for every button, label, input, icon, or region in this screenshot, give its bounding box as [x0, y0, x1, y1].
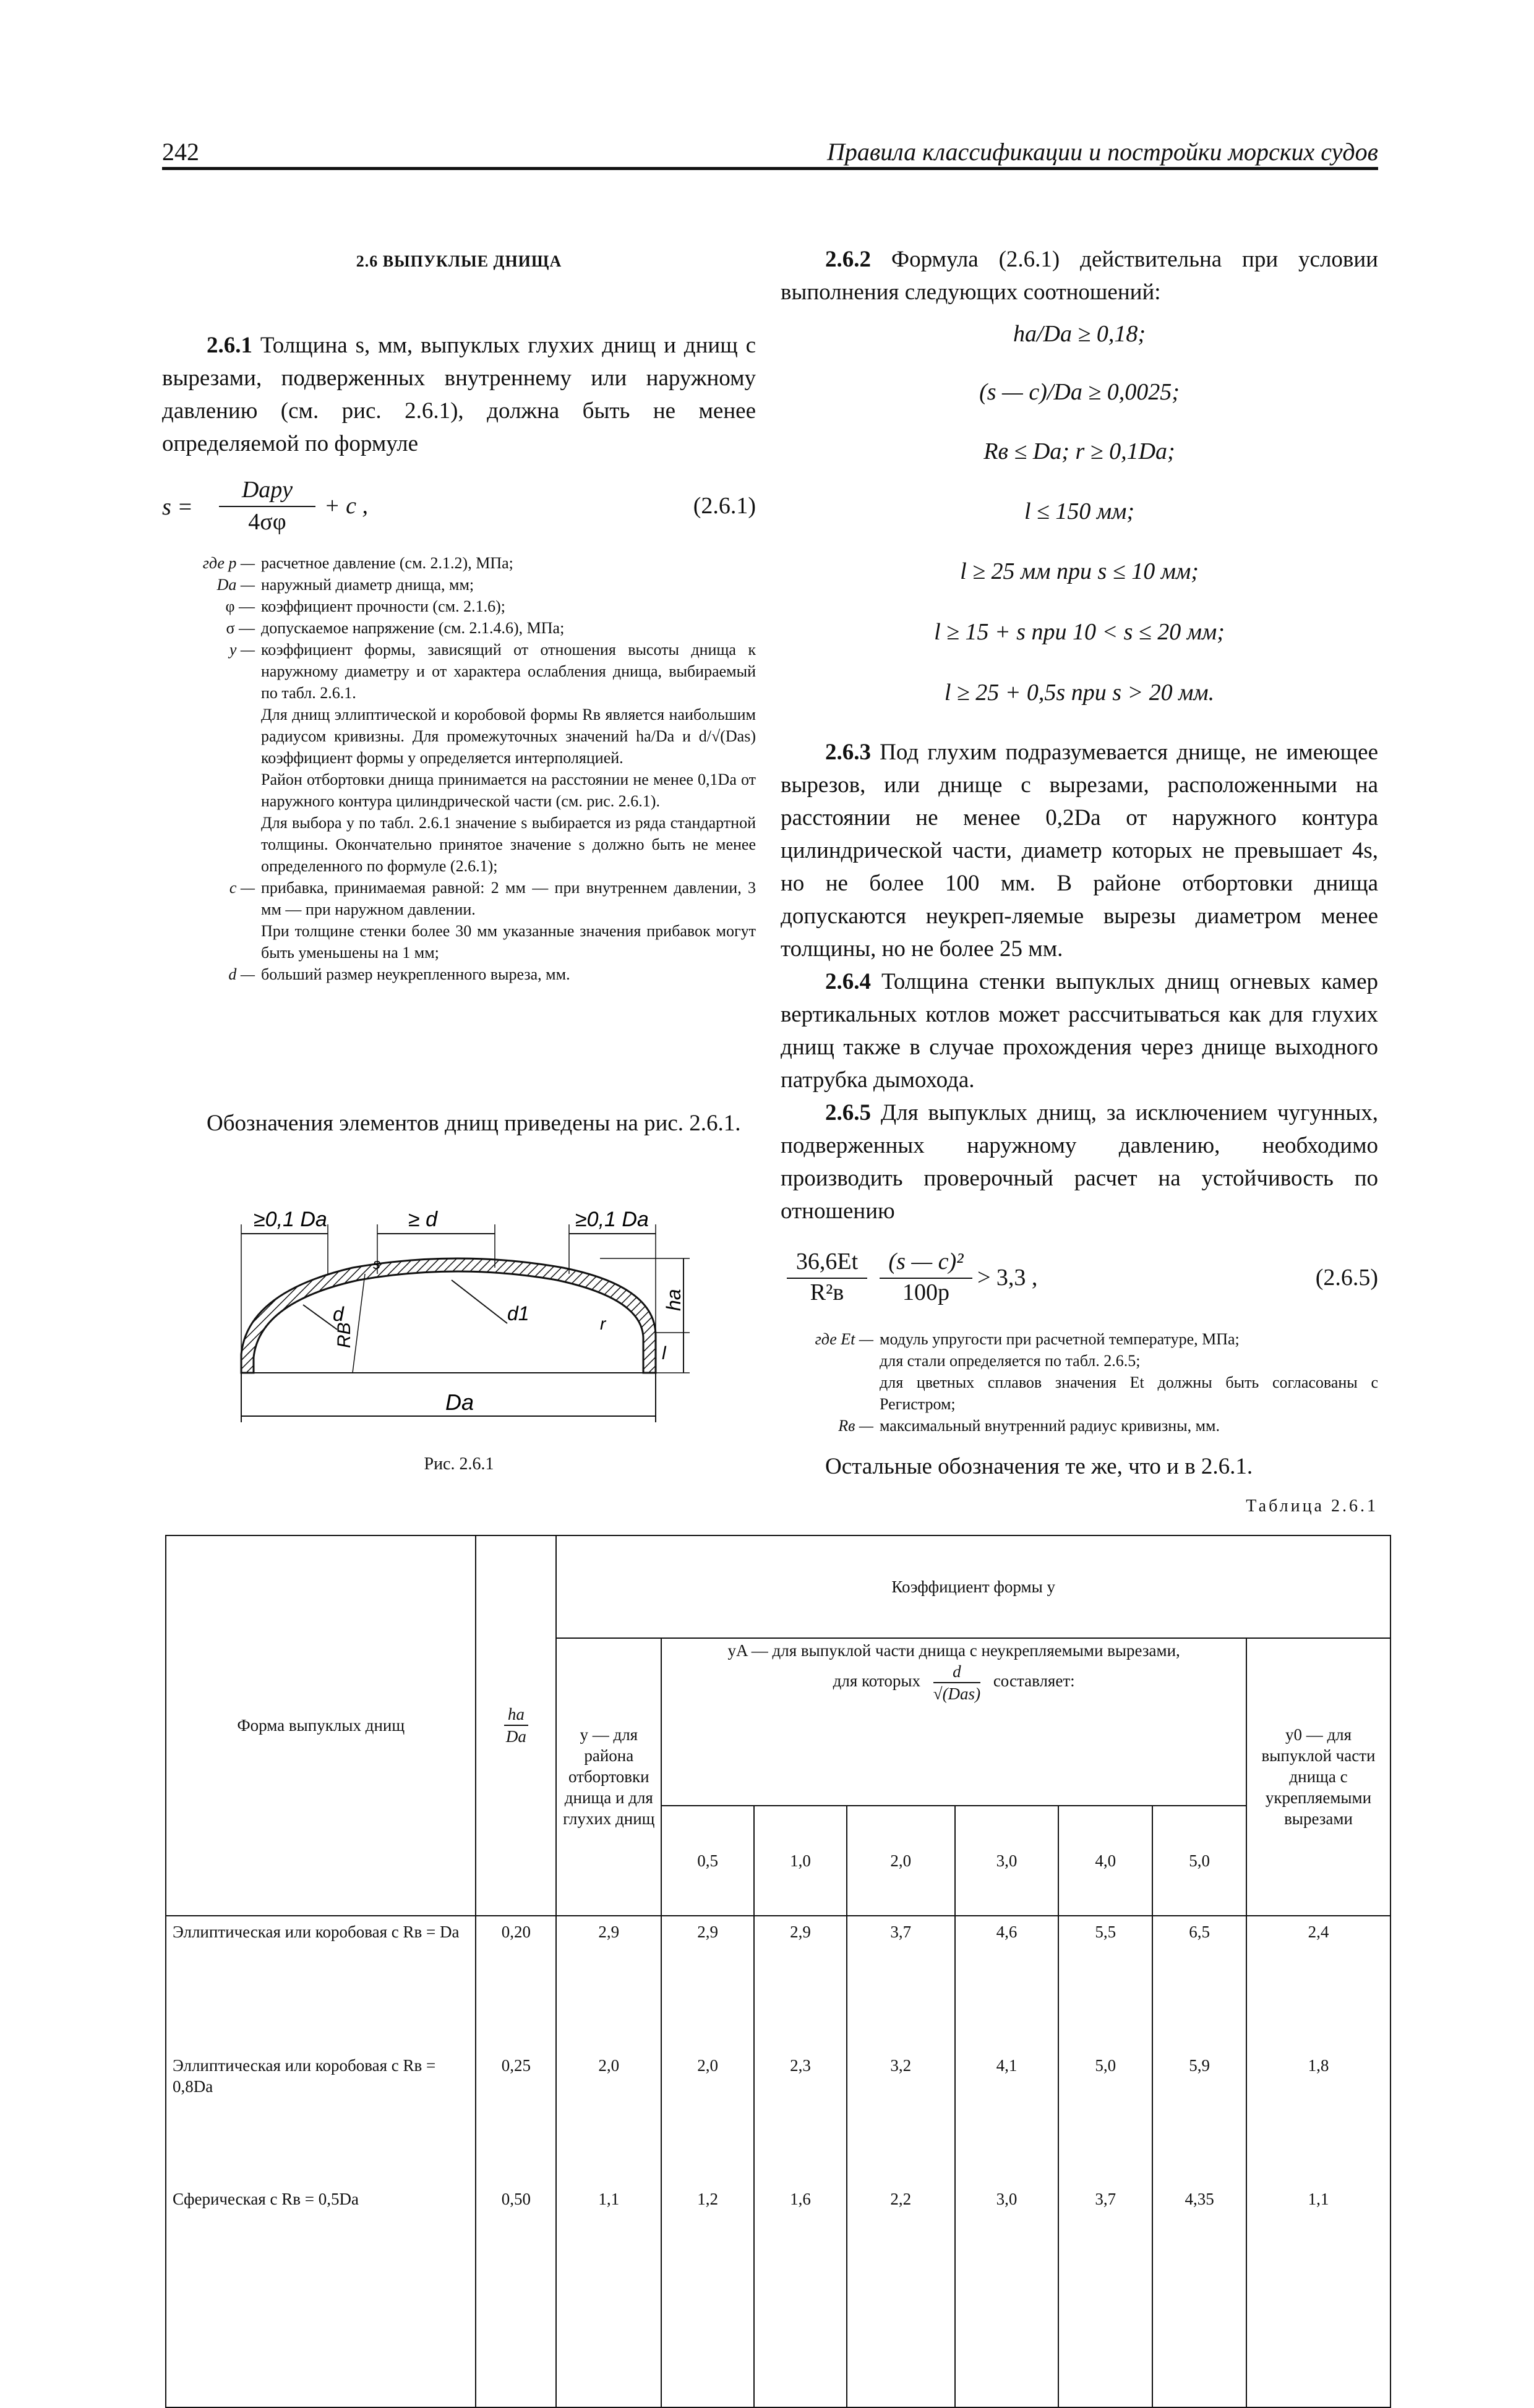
subcol: 0,5 — [661, 1806, 754, 1915]
condition-7: l ≥ 25 + 0,5s при s > 20 мм. — [944, 680, 1215, 706]
label-rb: RВ — [334, 1322, 354, 1348]
head-ratio: ha Da — [476, 1535, 556, 1916]
para-number: 2.6.1 — [207, 333, 252, 358]
label-s: s — [373, 1256, 380, 1273]
fraction-bar — [219, 506, 315, 507]
label-l3: ≥0,1 Da — [575, 1208, 649, 1231]
legend-2 — [781, 1328, 1378, 1437]
f2-label: (2.6.5) — [1315, 1265, 1378, 1291]
paragraph-2-6-1 — [162, 329, 756, 460]
head-y: y — для района отбортовки днища и для глухих днищ — [556, 1638, 661, 1915]
label-l1: ≥0,1 Da — [254, 1208, 327, 1231]
para-text: Толщина s, мм, выпуклых глухих днищ и днищ с вырезами, подверженных внутреннему или наружному давлению (см. рис. 2.6.1), должна быть не менее определяемой по формуле — [162, 333, 756, 456]
condition-5: l ≥ 25 мм при s ≤ 10 мм; — [960, 558, 1199, 584]
formula-numerator: Dapy — [241, 477, 293, 503]
label-d: d — [333, 1303, 344, 1325]
formula-denominator: 4σφ — [248, 509, 286, 535]
formula-2-6-5 — [781, 1248, 1378, 1316]
table-row: Сферическая с Rв = 0,5Da 0,50 1,1 1,2 1,6 2,2 3,0 3,7 4,35 1,1 — [166, 2184, 1390, 2407]
f2-tail: > 3,3 , — [977, 1265, 1038, 1291]
radius-line — [353, 1274, 365, 1373]
legend-row: φ — коэффициент прочности (см. 2.1.6); — [225, 597, 505, 615]
shell-section — [241, 1258, 656, 1373]
label-d1: d1 — [507, 1302, 529, 1325]
head-ya: yA — для выпуклой части днища с неукрепляемыми вырезами, для которых d √(Das) составляет: — [661, 1638, 1246, 1806]
table-row: Эллиптическая или коробовая с Rв = Da 0,20 2,9 2,9 2,9 3,7 4,6 5,5 6,5 2,4 — [166, 1916, 1390, 2050]
condition-3: Rв ≤ Da; r ≥ 0,1Da; — [983, 438, 1175, 464]
designations-paragraph: Обозначения элементов днищ приведены на рис. 2.6.1. — [207, 1111, 741, 1136]
condition-4: l ≤ 150 мм; — [1024, 498, 1135, 524]
table-caption: Таблица 2.6.1 — [1246, 1496, 1378, 1516]
legend-row: σ — допускаемое напряжение (см. 2.1.4.6), МПа; — [226, 619, 565, 637]
formula-tail: + c , — [324, 493, 369, 519]
label-l: l — [662, 1343, 666, 1364]
formula-lhs: s = — [162, 494, 193, 520]
table-row: Эллиптическая или коробовая с Rв = 0,8Da 0,25 2,0 2,0 2,3 3,2 4,1 5,0 5,9 1,8 — [166, 2050, 1390, 2184]
subcol: 4,0 — [1058, 1806, 1152, 1915]
f2-num2: (s — c)² — [888, 1249, 964, 1274]
f2-num1: 36,6Et — [795, 1249, 859, 1274]
label-ha: ha — [662, 1289, 685, 1311]
legend-row: Район отбортовки днища принимается на расстоянии не менее 0,1Da от наружного контура цилиндрической части (см. рис. 2.6.1). — [261, 771, 756, 810]
legend-row: для цветных сплавов значения Et должны быть согласованы с Регистром; — [880, 1373, 1378, 1413]
subcol: 2,0 — [847, 1806, 955, 1915]
legend-row: Da — наружный диаметр днища, мм; — [216, 576, 474, 594]
figure-caption: Рис. 2.6.1 — [424, 1454, 494, 1474]
paragraph-2-6-3: 2.6.3 Под глухим подразумевается днище, не имеющее вырезов, или днище с вырезами, расположенными на расстоянии не менее 0,2Da от наружного контура цилиндрической части, диаметр которых не превышает 4s, но не более 100 мм. В районе отбортовки днища допускаются неукреп-ляемые вырезы диаметром менее толщины, но не более 25 мм. 2.6.4 Толщина стенки выпуклых днищ огневых камер вертикальных котлов может рассчитываться как для глухих днищ также в случае прохождения через днище выходного патрубка дымохода. 2.6.5 Для выпуклых днищ, за исключением чугунных, подверженных наружному давлению, необходимо производить проверочный расчет на устойчивость по отношению — [781, 740, 1378, 1224]
table-2-6-1 — [165, 1535, 1391, 2408]
section-title: 2.6 ВЫПУКЛЫЕ ДНИЩА — [356, 252, 562, 270]
subcol: 5,0 — [1152, 1806, 1246, 1915]
head-form: Форма выпуклых днищ — [166, 1535, 476, 1916]
header-rule — [162, 167, 1378, 170]
condition-2: (s — c)/Da ≥ 0,0025; — [979, 379, 1180, 405]
page-number: 242 — [162, 138, 199, 166]
formula-2-6-1 — [162, 476, 756, 538]
legend-row: где Et — модуль упругости при расчетной температуре, МПа; — [815, 1330, 1240, 1348]
label-l2: ≥ d — [408, 1208, 438, 1231]
legend-1 — [162, 552, 756, 985]
legend-row: d — больший размер неукрепленного выреза, мм. — [228, 965, 570, 983]
label-r: r — [600, 1314, 606, 1333]
legend-row: y — коэффициент формы, зависящий от отношения высоты днища к наружному диаметру и от характера ослабления днища, выбираемый по табл. 2.6.1. — [229, 641, 756, 702]
legend-row: При толщине стенки более 30 мм указанные значения прибавок могут быть уменьшены на 1 мм; — [261, 922, 756, 962]
legend-row: Для днищ эллиптической и коробовой формы Rв является наибольшим радиусом кривизны. Для промежуточных значений ha/Da и d/√(Das) коэффициент формы y определяется интерполяцией. — [261, 706, 756, 767]
f2-den1: R²в — [810, 1279, 844, 1305]
legend-row: где p — расчетное давление (см. 2.1.2), МПа; — [202, 554, 513, 572]
rest-paragraph: Остальные обозначения те же, что и в 2.6.1. — [825, 1454, 1253, 1479]
f2-den2: 100p — [902, 1279, 949, 1305]
legend-row: Rв — максимальный внутренний радиус кривизны, мм. — [838, 1417, 1220, 1435]
formula-label: (2.6.1) — [693, 493, 756, 519]
legend-row: c — прибавка, принимаемая равной: 2 мм — при внутреннем давлении, 3 мм — при наружном давлении. — [229, 879, 756, 918]
head-coef: Коэффициент формы y — [556, 1535, 1390, 1638]
condition-6: l ≥ 15 + s при 10 < s ≤ 20 мм; — [934, 619, 1225, 645]
label-da: Da — [445, 1390, 474, 1415]
legend-row: Для выбора y по табл. 2.6.1 значение s выбирается из ряда стандартной толщины. Окончательно принятое значение s должно быть не менее определенного по формуле (2.6.1); — [261, 814, 756, 875]
condition-1: ha/Da ≥ 0,18; — [1013, 321, 1146, 347]
paragraph-2-6-2: 2.6.2 Формула (2.6.1) действительна при условии выполнения следующих соотношений: — [781, 247, 1378, 305]
figure-dished-head — [229, 1206, 699, 1428]
subcol: 3,0 — [955, 1806, 1059, 1915]
head-y0: y0 — для выпуклой части днища с укрепляемыми вырезами — [1246, 1638, 1390, 1915]
subcol: 1,0 — [754, 1806, 847, 1915]
running-title: Правила классификации и постройки морских судов — [826, 138, 1378, 166]
legend-row: для стали определяется по табл. 2.6.5; — [880, 1352, 1141, 1370]
